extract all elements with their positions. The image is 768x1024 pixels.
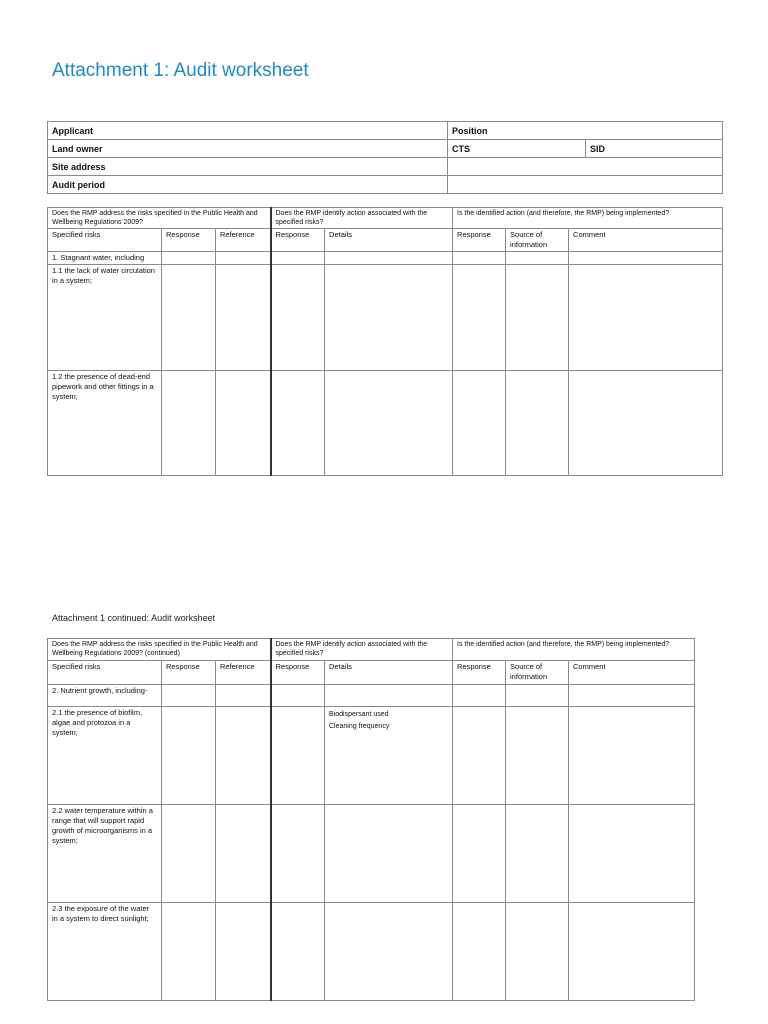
col-response: Response <box>271 661 325 685</box>
col-source-of-information: Source of information <box>506 229 569 252</box>
col-details: Details <box>325 229 453 252</box>
col-comment: Comment <box>569 229 723 252</box>
col-response: Response <box>162 661 216 685</box>
table-row <box>48 707 695 805</box>
audit-table-2 <box>47 638 695 1001</box>
page-title: Attachment 1: Audit worksheet <box>52 60 309 81</box>
col-specified-risks: Specified risks <box>48 661 162 685</box>
group-header-address-risks: Does the RMP address the risks specified in the Public Health and Wellbeing Regulations 2009? <box>48 208 271 229</box>
risk-cell: 1.2 the presence of dead-end pipework and other fittings in a system; <box>48 371 162 476</box>
position-label: Position <box>448 122 723 140</box>
risk-cell: 1.1 the lack of water circulation in a system; <box>48 265 162 371</box>
group-header-identify-action: Does the RMP identify action associated with the specified risks? <box>271 208 453 229</box>
table-row <box>48 252 723 265</box>
table-row <box>48 805 695 903</box>
group-header-implemented: Is the identified action (and therefore, the RMP) being implemented? <box>453 208 723 229</box>
group-header-address-risks: Does the RMP address the risks specified in the Public Health and Wellbeing Regulations 2009? (continued) <box>48 639 271 661</box>
audit-period-value <box>448 176 723 194</box>
risk-cell: 1. Stagnant water, including <box>48 252 162 265</box>
applicant-label: Applicant <box>48 122 448 140</box>
table-row <box>48 903 695 1001</box>
col-specified-risks: Specified risks <box>48 229 162 252</box>
audit-table-1 <box>47 207 723 476</box>
col-reference: Reference <box>216 229 271 252</box>
sid-label: SID <box>586 140 723 158</box>
site-address-value <box>448 158 723 176</box>
table-row <box>48 371 723 476</box>
risk-cell: 2.1 the presence of biofilm, algae and protozoa in a system; <box>48 707 162 805</box>
group-header-implemented: Is the identified action (and therefore, the RMP) being implemented? <box>453 639 695 661</box>
audit-period-label: Audit period <box>48 176 448 194</box>
group-header-identify-action: Does the RMP identify action associated with the specified risks? <box>271 639 453 661</box>
table-row <box>48 685 695 707</box>
risk-cell: 2.2 water temperature within a range that will support rapid growth of microorganisms in a system; <box>48 805 162 903</box>
col-response: Response <box>453 229 506 252</box>
col-response: Response <box>271 229 325 252</box>
col-response: Response <box>162 229 216 252</box>
details-cell <box>325 707 453 805</box>
continued-subtitle: Attachment 1 continued: Audit worksheet <box>52 613 216 623</box>
applicant-info-table <box>47 121 723 194</box>
risk-cell: 2.3 the exposure of the water in a system to direct sunlight; <box>48 903 162 1001</box>
col-comment: Comment <box>569 661 695 685</box>
site-address-label: Site address <box>48 158 448 176</box>
col-details: Details <box>325 661 453 685</box>
col-source-of-information: Source of information <box>506 661 569 685</box>
land-owner-label: Land owner <box>48 140 448 158</box>
col-response: Response <box>453 661 506 685</box>
risk-cell: 2. Nutrient growth, including- <box>48 685 162 707</box>
cts-label: CTS <box>448 140 586 158</box>
table-row <box>48 265 723 371</box>
detail-cleaning-frequency: Cleaning frequency <box>329 723 390 730</box>
detail-biodispersant: Biodispersant used <box>329 711 389 718</box>
col-reference: Reference <box>216 661 271 685</box>
